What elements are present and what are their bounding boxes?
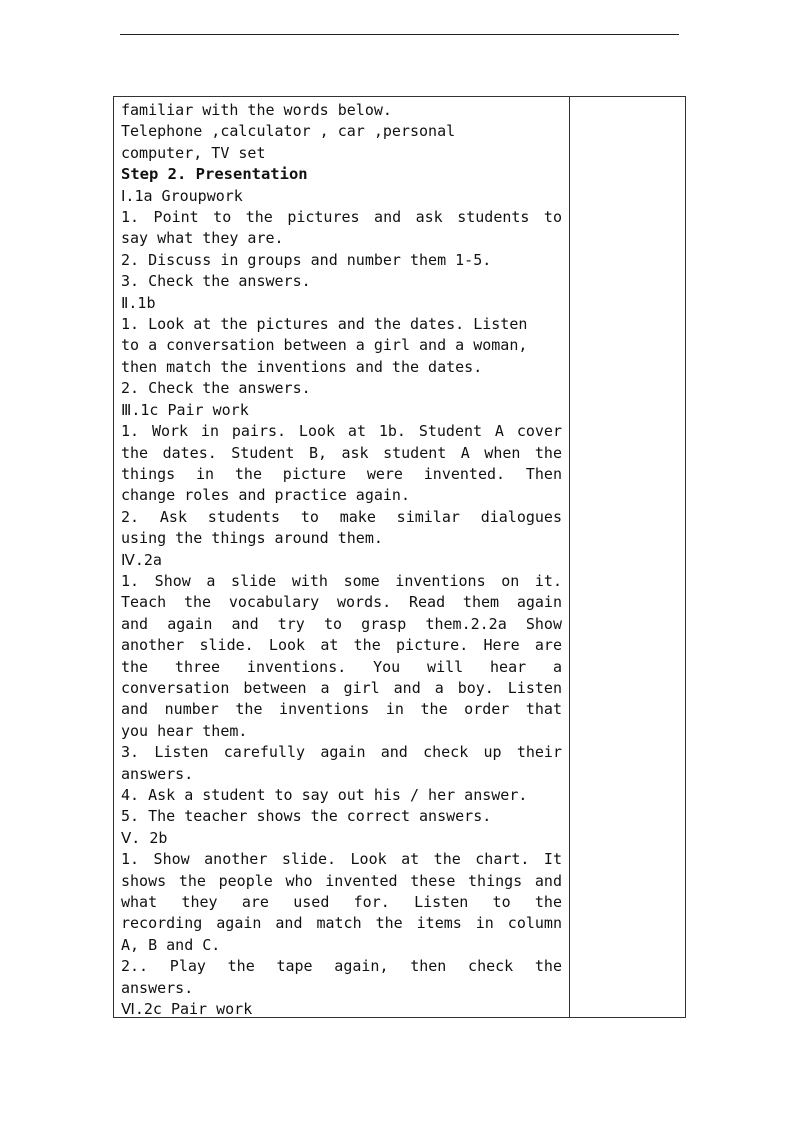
- lesson-line: 2. Discuss in groups and number them 1-5.: [121, 250, 492, 269]
- lesson-line: 2. Check the answers.: [121, 379, 311, 398]
- lesson-line: Ⅴ. 2b: [121, 828, 168, 847]
- lesson-line: 5. The teacher shows the correct answers.: [121, 807, 492, 826]
- lesson-line: you hear them.: [121, 721, 248, 740]
- lesson-line: using the things around them.: [121, 529, 383, 548]
- lesson-plan-table: [113, 96, 686, 1018]
- lesson-line: computer, TV set: [121, 143, 266, 162]
- lesson-line: 1. Show another slide. Look at the chart. It: [121, 850, 562, 869]
- lesson-line: Teach the vocabulary words. Read them again: [121, 593, 562, 612]
- notes-cell: [570, 97, 685, 1017]
- lesson-line: 3. Listen carefully again and check up their: [121, 743, 562, 762]
- lesson-line: say what they are.: [121, 229, 284, 248]
- lesson-line: 4. Ask a student to say out his / her answer.: [121, 786, 528, 804]
- lesson-line: familiar with the words below.: [121, 101, 392, 119]
- lesson-line: 1. Show a slide with some inventions on it.: [121, 571, 562, 590]
- lesson-line: Ⅲ.1c Pair work: [121, 400, 249, 419]
- lesson-line: then match the inventions and the dates.: [121, 357, 483, 376]
- lesson-line: 3. Check the answers.: [121, 272, 311, 291]
- step-heading: Step 2. Presentation: [121, 165, 308, 184]
- lesson-line: another slide. Look at the picture. Here are: [121, 636, 562, 655]
- lesson-line: what they are used for. Listen to the: [121, 893, 562, 912]
- lesson-line: the three inventions. You will hear a: [121, 657, 562, 676]
- lesson-line: 1. Look at the pictures and the dates. Listen: [121, 315, 528, 334]
- lesson-line: answers.: [121, 978, 194, 997]
- lesson-line: answers.: [121, 764, 194, 783]
- lesson-line: shows the people who invented these things and: [121, 871, 562, 890]
- lesson-line: Ⅳ.2a: [121, 550, 162, 569]
- lesson-content-cell: [121, 100, 562, 1020]
- lesson-line: to a conversation between a girl and a woman,: [121, 336, 528, 355]
- lesson-line: conversation between a girl and a boy. Listen: [121, 678, 562, 697]
- lesson-line: and number the inventions in the order that: [121, 700, 562, 719]
- lesson-line: things in the picture were invented. Then: [121, 464, 562, 483]
- lesson-line: A, B and C.: [121, 935, 221, 954]
- lesson-line: Ⅵ.2c Pair work: [121, 1000, 253, 1019]
- lesson-line: Telephone ,calculator , car ,personal: [121, 122, 456, 141]
- header-rule: [120, 34, 679, 35]
- lesson-line: change roles and practice again.: [121, 486, 410, 505]
- lesson-line: Ⅱ.1b: [121, 293, 156, 312]
- lesson-line: 1. Work in pairs. Look at 1b. Student A cover: [121, 422, 562, 441]
- lesson-line: Ⅰ.1a Groupwork: [121, 186, 243, 205]
- lesson-line: and again and try to grasp them.2.2a Show: [121, 614, 562, 633]
- lesson-line: recording again and match the items in column: [121, 914, 562, 933]
- lesson-line: 2.. Play the tape again, then check the: [121, 957, 562, 976]
- lesson-line: the dates. Student B, ask student A when the: [121, 443, 562, 462]
- lesson-line: 2. Ask students to make similar dialogues: [121, 507, 562, 526]
- lesson-line: 1. Point to the pictures and ask students to: [121, 208, 562, 227]
